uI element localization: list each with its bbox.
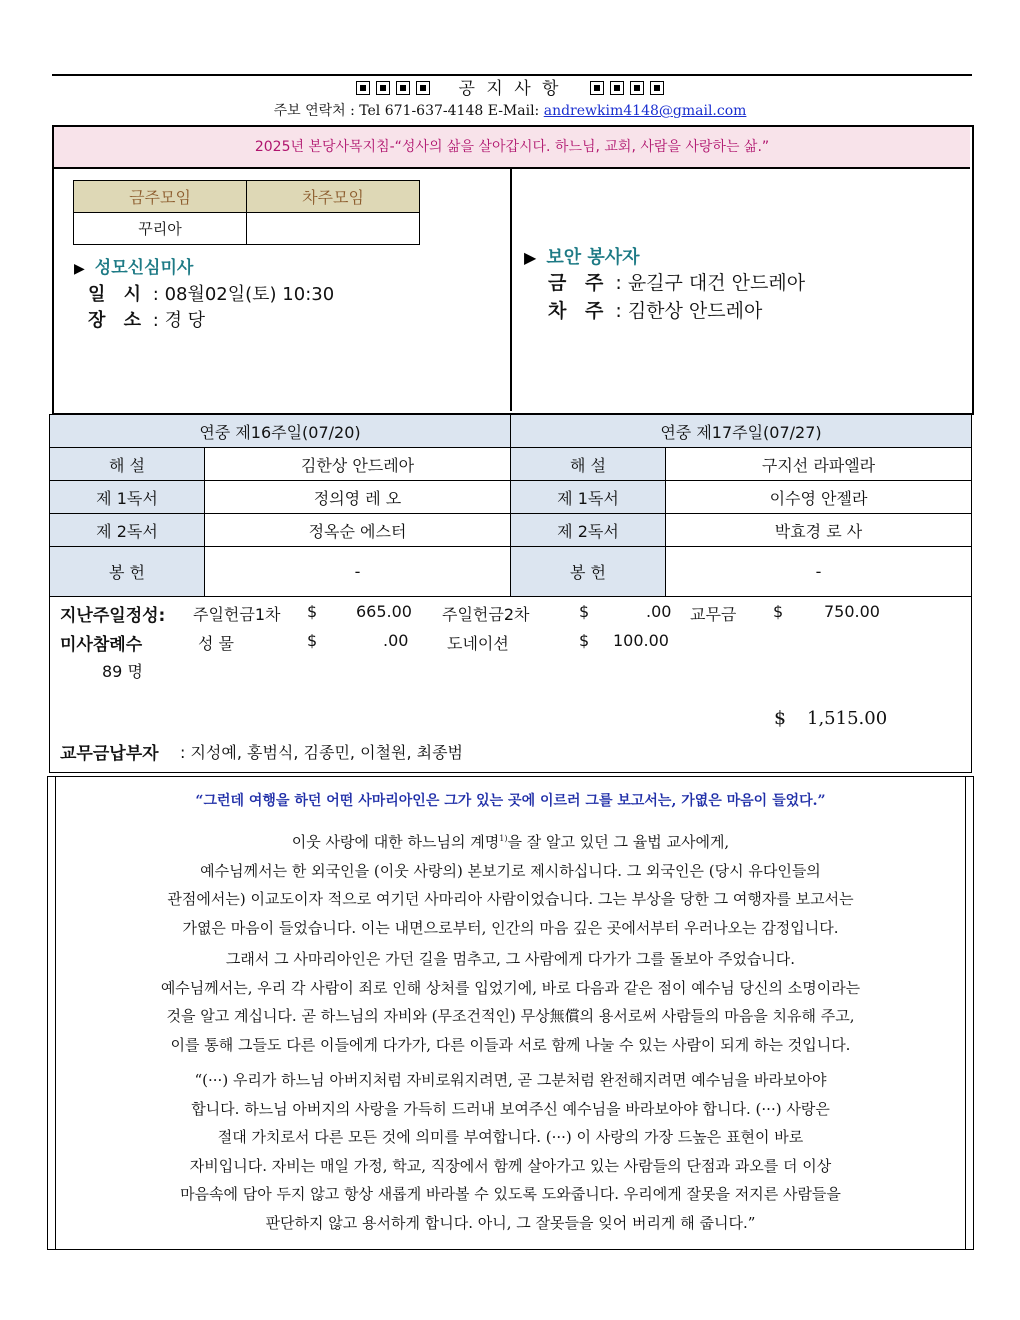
dollar-sign: $ bbox=[579, 631, 590, 650]
role-label: 해 설 bbox=[50, 448, 205, 481]
mass-place-label: 장 소 bbox=[88, 310, 148, 331]
role-value: 구지선 라파엘라 bbox=[666, 448, 972, 481]
this-week-meeting-value: 꾸리아 bbox=[74, 213, 247, 245]
offering-item: 주일헌금2차 bbox=[442, 605, 530, 624]
offering-total: 1,515.00 bbox=[807, 708, 888, 729]
right-sunday-title: 연중 제17주일(07/27) bbox=[511, 415, 972, 448]
offering-item: 교무금 bbox=[690, 605, 737, 624]
square-bullet-icon bbox=[396, 81, 410, 95]
security-this-week-row bbox=[548, 268, 805, 295]
square-bullet-icon bbox=[416, 81, 430, 95]
text-line: 합니다. 하느님 아버지의 사랑을 가득히 드러내 보여주신 예수님을 바라보아야 합니다. (···) 사랑은 bbox=[191, 1099, 830, 1118]
email-link[interactable]: andrewkim4148@gmail.com bbox=[543, 103, 747, 119]
offering-item: 성 물 bbox=[198, 634, 234, 653]
role-value: 박효경 로 사 bbox=[666, 514, 972, 547]
mass-date-value: : 08월02일(토) 10:30 bbox=[152, 284, 335, 305]
text-line: 이를 통해 그들도 다른 이들에게 다가가, 다른 이들과 서로 함께 나눌 수 있는 사람이 되게 하는 것입니다. bbox=[170, 1035, 851, 1054]
role-label: 제 2독서 bbox=[511, 514, 666, 547]
text-line: “(···) 우리가 하느님 아버지처럼 자비로워지려면, 곧 그분처럼 완전해지려면 예수님을 바라보아야 bbox=[194, 1071, 827, 1089]
role-value: 정의영 레 오 bbox=[205, 481, 511, 514]
text-line: 판단하지 않고 용서하게 합니다. 아니, 그 잘못들을 잊어 버리게 해 줍니다.” bbox=[265, 1213, 756, 1232]
reflection-paragraph-3 bbox=[56, 1066, 965, 1238]
title-text: 공 지 사 항 bbox=[458, 79, 562, 99]
left-sunday-title: 연중 제16주일(07/20) bbox=[50, 415, 511, 448]
triangle-bullet-icon: ▶ bbox=[74, 261, 85, 277]
security-this-value: : 윤길구 대건 안드레아 bbox=[615, 272, 806, 294]
payers-list: : 지성예, 홍범식, 김종민, 이철원, 최종범 bbox=[180, 743, 464, 762]
security-next-value: : 김한상 안드레아 bbox=[615, 300, 763, 322]
square-bullet-icon bbox=[590, 81, 604, 95]
text-line bbox=[56, 825, 965, 857]
contact-label: 주보 연락처 : Tel 671-637-4148 E-Mail: bbox=[273, 103, 540, 119]
mass-place-row bbox=[88, 306, 205, 332]
offering-box bbox=[49, 589, 972, 773]
mass-section-title bbox=[74, 253, 193, 278]
text-line: 예수님께서는 한 외국인을 (이웃 사랑의) 본보기로 제시하십니다. 그 외국인은 (당시 유다인들의 bbox=[200, 861, 821, 880]
offering-item: 도네이션 bbox=[447, 634, 509, 653]
square-bullet-icon bbox=[630, 81, 644, 95]
meeting-table bbox=[73, 180, 420, 245]
square-bullet-icon bbox=[356, 81, 370, 95]
square-bullet-icon bbox=[650, 81, 664, 95]
this-week-meeting-header: 금주모임 bbox=[74, 181, 247, 213]
dollar-sign: $ bbox=[773, 602, 784, 621]
dollar-sign: $ bbox=[307, 602, 318, 621]
next-week-meeting-value bbox=[247, 213, 420, 245]
offering-amount: .00 bbox=[646, 602, 672, 621]
pastoral-motto: 2025년 본당사목지침-“성사의 삶을 살아갑시다. 하느님, 교회, 사람을 사랑하는 삶.” bbox=[54, 127, 970, 169]
security-title-text: 보안 봉사자 bbox=[546, 247, 640, 268]
role-value: 정옥순 에스터 bbox=[205, 514, 511, 547]
role-value: 김한상 안드레아 bbox=[205, 448, 511, 481]
text-line: 관점에서는) 이교도이자 적으로 여기던 사마리아 사람이었습니다. 그는 부상을 당한 그 여행자를 보고서는 bbox=[167, 890, 854, 909]
text-line: 예수님께서는, 우리 각 사람이 죄로 인해 상처를 입었기에, 바로 다음과 같은 점이 예수님 당신의 소명이라는 bbox=[160, 978, 861, 997]
role-label: 봉 헌 bbox=[511, 547, 666, 597]
text-line: 절대 가치로서 다른 모든 것에 의미를 부여합니다. (···) 이 사랑의 가장 드높은 표현이 바로 bbox=[217, 1128, 804, 1147]
role-value: - bbox=[205, 547, 511, 597]
reflection-box bbox=[47, 776, 974, 1250]
gospel-headline: “그런데 여행을 하던 어떤 사마리아인은 그가 있는 곳에 이르러 그를 보고서는, 가엾은 마음이 들었다.” bbox=[195, 793, 826, 809]
next-week-meeting-header: 차주모임 bbox=[247, 181, 420, 213]
text-line: 마음속에 담아 두지 않고 항상 새롭게 바라볼 수 있도록 도와줍니다. 우리에게 잘못을 저지른 사람들을 bbox=[180, 1185, 841, 1204]
total-dollar-sign: $ bbox=[774, 707, 787, 729]
mass-place-value: : 경 당 bbox=[152, 310, 206, 331]
mass-date-row bbox=[88, 280, 334, 306]
mass-title-text: 성모신심미사 bbox=[94, 258, 194, 278]
offering-amount: 665.00 bbox=[356, 602, 412, 621]
role-label: 제 1독서 bbox=[511, 481, 666, 514]
security-this-label: 금 주 bbox=[548, 272, 610, 294]
role-value: - bbox=[666, 547, 972, 597]
role-value: 이수영 안젤라 bbox=[666, 481, 972, 514]
footnote-marker: 1) bbox=[499, 834, 508, 843]
text-line: 자비입니다. 자비는 매일 가정, 학교, 직장에서 함께 살아가고 있는 사람들의 단점과 과오를 더 이상 bbox=[189, 1156, 832, 1175]
offering-item: 주일헌금1차 bbox=[193, 605, 281, 624]
role-label: 봉 헌 bbox=[50, 547, 205, 597]
mass-date-label: 일 시 bbox=[88, 284, 148, 305]
contact-line bbox=[0, 100, 1020, 120]
offering-amount: 750.00 bbox=[824, 602, 880, 621]
page-title bbox=[0, 74, 1020, 99]
triangle-bullet-icon: ▶ bbox=[524, 248, 537, 267]
security-section-title bbox=[524, 243, 640, 269]
reflection-paragraph-1 bbox=[56, 825, 965, 942]
text-span: 을 잘 알고 있던 그 율법 교사에게, bbox=[507, 833, 730, 851]
offering-label: 지난주일정성: bbox=[60, 606, 166, 626]
dollar-sign: $ bbox=[579, 602, 590, 621]
text-line: 그래서 그 사마리아인은 가던 길을 멈추고, 그 사람에게 다가가 그를 돌보아 주었습니다. bbox=[225, 950, 796, 968]
role-label: 해 설 bbox=[511, 448, 666, 481]
offering-amount: 100.00 bbox=[613, 631, 669, 650]
text-line: 가엾은 마음이 들었습니다. 이는 내면으로부터, 인간의 마음 깊은 곳에서부터 우러나오는 감정입니다. bbox=[182, 918, 839, 937]
attendance-count: 89 명 bbox=[102, 662, 143, 681]
column-divider bbox=[510, 167, 512, 411]
offering-amount: .00 bbox=[383, 631, 409, 650]
security-next-label: 차 주 bbox=[548, 300, 610, 322]
text-span: 이웃 사랑에 대한 하느님의 계명 bbox=[291, 833, 500, 851]
attendance-label: 미사참례수 bbox=[60, 635, 143, 655]
reflection-paragraph-2 bbox=[56, 945, 965, 1059]
liturgy-schedule-table bbox=[49, 414, 972, 597]
security-next-week-row bbox=[548, 296, 762, 323]
square-bullet-icon bbox=[376, 81, 390, 95]
square-bullet-icon bbox=[610, 81, 624, 95]
text-line: 것을 알고 계십니다. 곧 하느님의 자비와 (무조건적인) 무상無償의 용서로써 사람들의 마음을 치유해 주고, bbox=[166, 1007, 855, 1026]
reflection-inner bbox=[55, 777, 966, 1249]
dollar-sign: $ bbox=[307, 631, 318, 650]
payers-label: 교무금납부자 bbox=[60, 744, 159, 764]
role-label: 제 1독서 bbox=[50, 481, 205, 514]
role-label: 제 2독서 bbox=[50, 514, 205, 547]
